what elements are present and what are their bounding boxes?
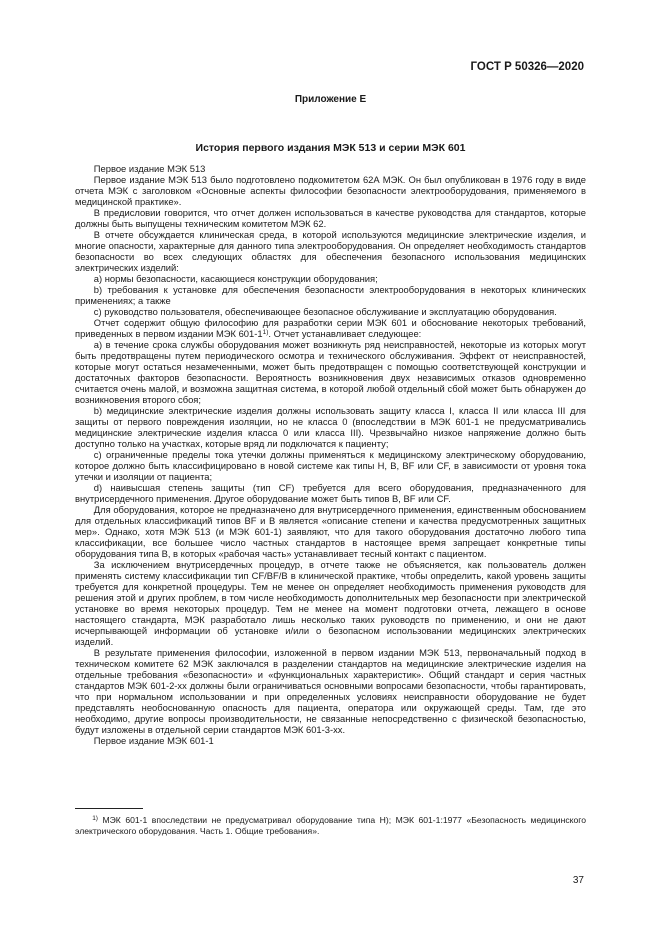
page-number: 37 — [572, 875, 584, 886]
body-text — [75, 163, 586, 746]
list-item: c) руководство пользователя, обеспечивающее безопасное обслуживание и эксплуатацию оборудования. — [93, 306, 557, 317]
footnote-marker: 1) — [92, 815, 98, 822]
paragraph: Первое издание МЭК 601-1 — [93, 735, 214, 746]
list-item: b) требования к установке для обеспечения безопасности электрооборудования в некоторых клинических применениях; а также — [75, 284, 586, 306]
list-item: a) нормы безопасности, касающиеся конструкции оборудования; — [93, 273, 378, 284]
paragraph: Для оборудования, которое не предназначено для внутрисердечного применения, единственным обоснованием для отдельных классификаций типов BF и B является «описание степени и качества предусмотренных защитных мер». Однако, хотя МЭК 513 (и МЭК 601-1) заявляют, что для такого оборудования достаточно любого типа классификации, все большее число частных стандартов в настоящее время запрещает конкретные типы оборудования типа B, в которых «рабочая часть» устанавливает тесный контакт с пациентом. — [75, 504, 586, 559]
paragraph: За исключением внутрисердечных процедур, в отчете также не объясняется, как пользователь должен применять систему классификации тип CF/BF/B в клинической практике, чтобы определить, какой уровень защиты требуется для конкретной процедуры. Тем не менее он определяет необходимость применения руководств для решения этой и других проблем, в том числе необходимость дополнительных мер безопасности при электрической установке во время некоторых процедур. Тем не менее на момент подготовки отчета, лежащего в основе настоящего стандарта, МЭК разработало лишь несколько таких руководств по применению, и они не дают исчерпывающей информации об установке и/или о безопасном использовании медицинских электрических изделий. — [75, 559, 586, 647]
fn-para-after: . Отчет устанавливает следующее: — [268, 328, 422, 339]
fn-para-before: Отчет содержит общую философию для разработки серии МЭК 601 и обоснование некоторых требований, приведенных в первом издании МЭК 601-1 — [75, 317, 586, 339]
list-item: d) наивысшая степень защиты (тип CF) требуется для всего оборудования, предназначенного для внутрисердечного применения. Другое оборудование может быть типов B, BF или CF. — [75, 482, 586, 504]
annex-label: Приложение Е — [294, 94, 367, 105]
paragraph: Первое издание МЭК 513 — [93, 163, 206, 174]
footnote-divider — [75, 808, 143, 809]
footnote-reference: 1) — [262, 329, 269, 336]
footnote — [75, 815, 586, 837]
list-item: a) в течение срока службы оборудования может возникнуть ряд неисправностей, некоторые из которых могут быть предотвращены путем периодического осмотра и технического обслуживания. Эффект от неисправностей, которые могут остаться незамеченными, может быть предотвращен с помощью соответствующей конструкции и достаточных факторов безопасности. Вероятность возникновения двух независимых отказов одновременно считается очень малой, и возможна защитная система, в которой любой отдельный сбой может быть обнаружен до возникновения второго сбоя; — [75, 339, 586, 405]
annex-title: История первого издания МЭК 513 и серии МЭК 601 — [195, 142, 466, 154]
footnote-text: МЭК 601-1 впоследствии не предусматривал оборудование типа H); МЭК 601-1:1977 «Безопасность медицинского электрического оборудования. Часть 1. Общие требования». — [75, 815, 586, 836]
paragraph: В предисловии говорится, что отчет должен использоваться в качестве руководства для стандартов, которые должны быть выпущены техническим комитетом МЭК 62. — [75, 207, 586, 229]
paragraph: В отчете обсуждается клиническая среда, в которой используются медицинские электрические изделия, и многие опасности, характерные для данного типа электрооборудования. Он определяет необходимость стандартов безопасности во всех следующих областях для обеспечения безопасного использования медицинских электрических изделий: — [75, 229, 586, 273]
list-item: b) медицинские электрические изделия должны использовать защиту класса I, класса II или класса III для защиты от первого повреждения изоляции, но не класса 0 (впоследствии в МЭК 601-1 не предусматривались медицинские электрические изделия класса 0 или класса III). Чрезвычайно низкое напряжение должно быть доступно только на участках, которые вряд ли подключатся к пациенту; — [75, 405, 586, 449]
standard-number: ГОСТ Р 50326—2020 — [470, 61, 584, 73]
paragraph: В результате применения философии, изложенной в первом издании МЭК 513, первоначальный подход в техническом комитете 62 МЭК заключался в разделении стандартов на медицинские электрические изделия на отдельные требования «безопасности» и «функциональных характеристик». Общий стандарт и серия частных стандартов МЭК 601-2-хх должны были ограничиваться основными вопросами безопасности, чтобы гарантировать, что при нормальном использовании и при определенных условиях неисправности оборудование не будет представлять необоснованную опасность для пациента, оператора или окружающей среды. Там, где это необходимо, другие вопросы производительности, не связанные непосредственно с физической безопасностью, будут изложены в отдельной серии стандартов МЭК 601-3-хх. — [75, 647, 586, 735]
list-item: c) ограниченные пределы тока утечки должны применяться к медицинскому электрическому оборудованию, которое должно быть классифицировано в новой системе как типы H, B, BF или CF, в зависимости от уровня тока утечки и изоляции от пациента; — [75, 449, 586, 482]
paragraph: Первое издание МЭК 513 было подготовлено подкомитетом 62А МЭК. Он был опубликован в 1976 году в виде отчета МЭК с заголовком «Основные аспекты философии безопасности электрооборудования, применяемого в медицинской практике». — [75, 174, 586, 207]
paragraph-with-footnote — [75, 317, 586, 339]
